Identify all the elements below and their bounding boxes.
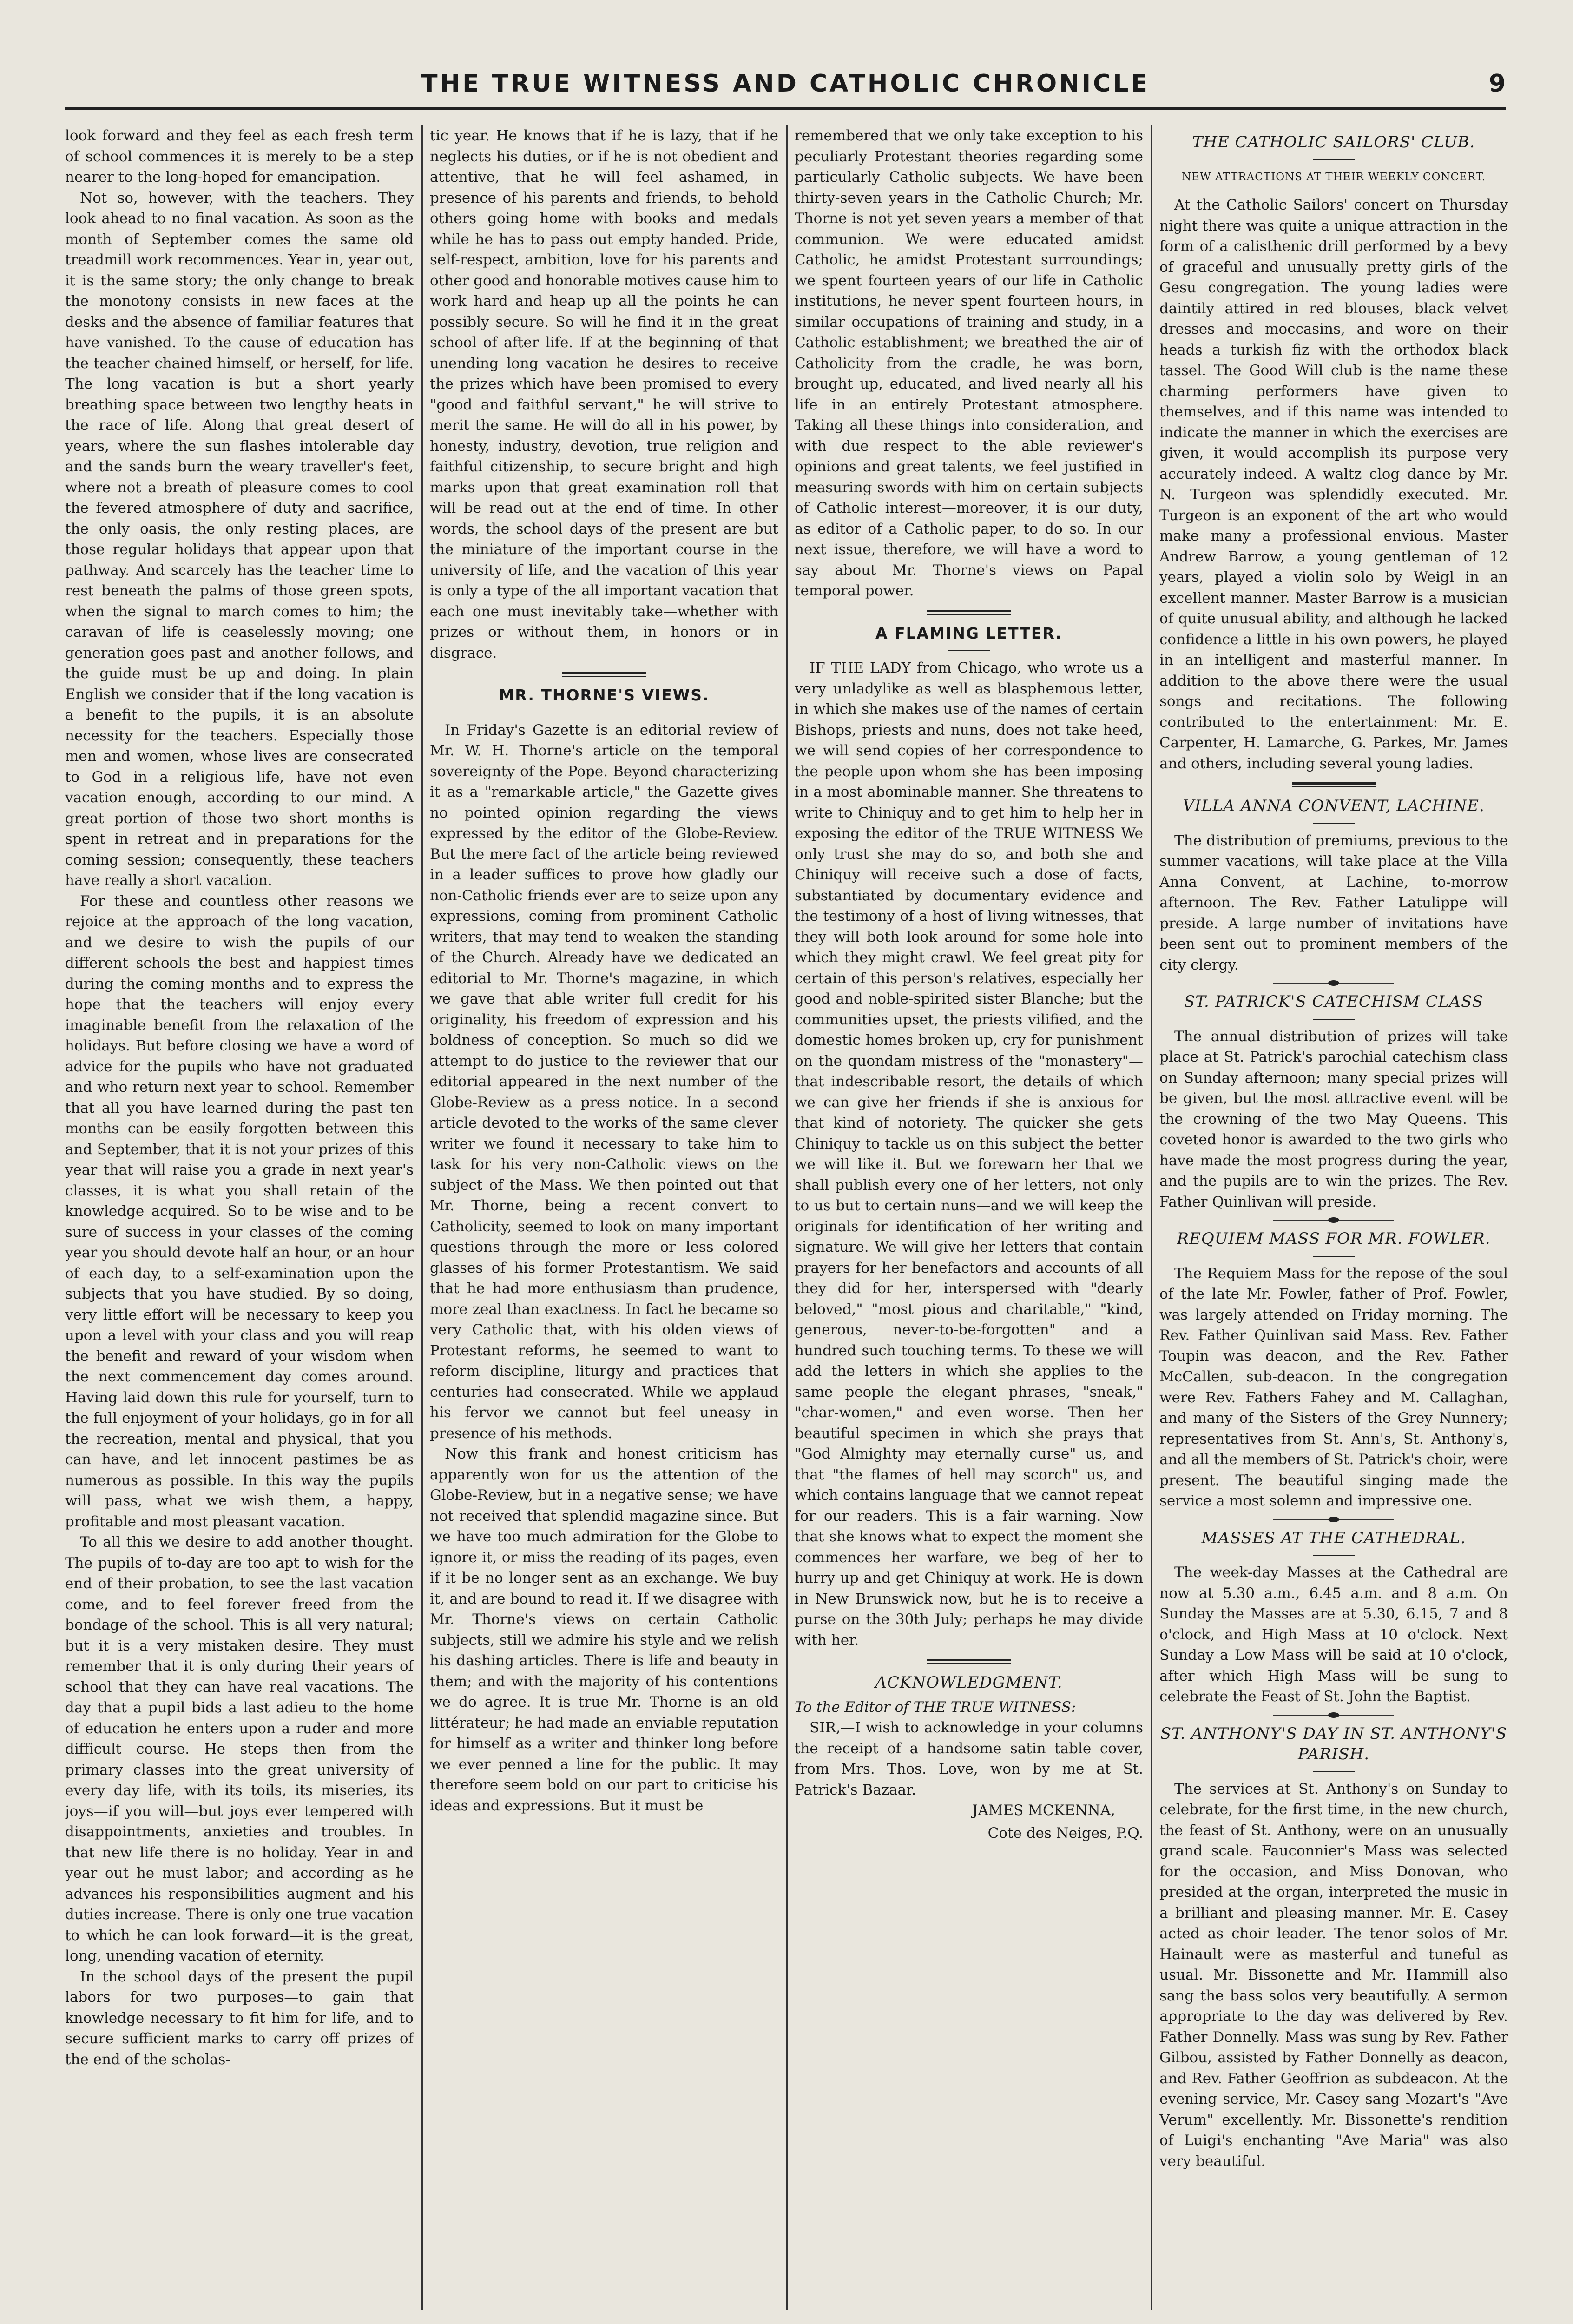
masthead-rule <box>65 107 1506 110</box>
paragraph: SIR,—I wish to acknowledge in your columns the receipt of a handsome satin table cover, from Mrs. Thos. Love, won by me at St. Patrick's Bazaar. <box>795 1719 1143 1798</box>
column-1 <box>65 125 414 2310</box>
salutation: To the Editor of THE TRUE WITNESS: <box>795 1698 1076 1716</box>
heading-rule <box>1159 1019 1508 1020</box>
article-heading: MR. THORNE'S VIEWS. <box>499 686 710 704</box>
article-heading: VILLA ANNA CONVENT, LACHINE. <box>1183 797 1485 815</box>
paragraph: remembered that we only take exception to his peculiarly Protestant theories regarding some particularly Catholic subjects. We have been thirty-seven years in the Catholic Church; Mr. Thorne is not yet seven years a member of that communion. We were educated amidst Catholic, he amidst Protestant surroundings; we spent fourteen years of our life in Catholic institutions, he never spent fourteen hours, in similar occupations of training and study, in a Catholic establishment; we breathed the air of Catholicity from the cradle, he was born, brought up, educated, and lived nearly all his life in an entirely Protestant atmosphere. Taking all these things into consideration, and with due respect to the able reviewer's opinions and great talents, we feel justified in measuring swords with him on certain subjects of Catholic interest—moreover, it is our duty, as editor of a Catholic paper, to do so. In our next issue, therefore, we will have a word to say about Mr. Thorne's views on Papal temporal power. <box>795 127 1143 599</box>
paragraph: The Requiem Mass for the repose of the soul of the late Mr. Fowler, father of Prof. Fowler, was largely attended on Friday morning. The Rev. Father Quinlivan said Mass. Rev. Father Toupin was deacon, and the Rev. Father McCallen, sub-deacon. In the congregation were Rev. Fathers Fahey and M. Callaghan, and many of the Sisters of the Grey Nunnery; representatives from St. Ann's, St. Anthony's, and all the members of St. Patrick's choir, were present. The beautiful singing made the service a most solemn and impressive one. <box>1159 1265 1508 1509</box>
paragraph: In Friday's Gazette is an editorial review of Mr. W. H. Thorne's article on the temporal sovereignty of the Pope. Beyond characterizing it as a "remarkable article," the Gazette gives no pointed opinion regarding the views expressed by the editor of the Globe-Review. But the mere fact of the article being reviewed in a leader suffices to prove how gladly our non-Catholic friends ever are to seize upon any expressions, coming from prominent Catholic writers, that may tend to weaken the standing of the Church. Already have we dedicated an editorial to Mr. Thorne's magazine, in which we gave that able writer full credit for his originality, his freedom of expression and his boldness of conception. So much so did we attempt to do justice to the reviewer that our editorial appeared in the next number of the Globe-Review as a press notice. In a second article devoted to the works of the same clever writer we found it necessary to take him to task for his very non-Catholic views on the subject of the Mass. We then pointed out that Mr. Thorne, being a recent convert to Catholicity, seemed to look on many important questions through the more or less colored glasses of his former Protestantism. We said that he had more enthusiasm than prudence, more zeal than exactness. In fact he became so very Catholic that, with his olden views of Protestant reforms, he seemed to want to reform discipline, liturgy and practices that centuries had consecrated. While we applaud his fervor we cannot but feel uneasy in presence of his methods. <box>430 721 778 1442</box>
heading-rule <box>795 650 1143 651</box>
paragraph: The distribution of premiums, previous to the summer vacations, will take place at the Villa Anna Convent, at Lachine, to-morrow afternoon. The Rev. Father Latulippe will preside. A large number of invitations have been sent out to prominent members of the city clergy. <box>1159 832 1508 973</box>
heading-rule <box>1159 159 1508 160</box>
paragraph: For these and countless other reasons we rejoice at the approach of the long vacation, and we desire to wish the pupils of our different schools the best and happiest times during the coming months and to express the hope that the teachers will enjoy every imaginable benefit from the relaxation of the holidays. But before closing we have a word of advice for the pupils who have not graduated and who return next year to school. Remember that all you have learned during the past ten months can be easily forgotten between this and September, that it is not your prizes of this year that will raise you a grade in next year's classes, it is what you shall retain of the knowledge acquired. So to be wise and to be sure of success in your classes of the coming year you should devote half an hour, or an hour of each day, to a self-examination upon the subjects that you have studied. By so doing, very little effort will be necessary to keep you upon a level with your class and you will reap the benefit and reward of your wisdom when the next commencement day comes around. Having laid down this rule for yourself, turn to the full enjoyment of your holidays, go in for all the recreation, mental and physical, that you can have, and let innocent pastimes be as numerous as possible. In this way the pupils will pass, what we wish them, a happy, profitable and most pleasant vacation. <box>65 892 414 1530</box>
masthead <box>65 70 1506 125</box>
section-separator <box>795 1659 1143 1664</box>
section-separator <box>430 672 778 677</box>
paragraph: In the school days of the present the pupil labors for two purposes—to gain that knowledge necessary to fit him for life, and to secure sufficient marks to carry off prizes of the end of the scholas- <box>65 1968 414 2068</box>
paragraph: At the Catholic Sailors' concert on Thursday night there was quite a unique attraction in the form of a calisthenic drill performed by a bevy of graceful and unusually pretty girls of the Gesu congregation. The young ladies were daintily attired in red blouses, black velvet dresses and moccasins, and wore on their heads a turkish fiz with the orthodox black tassel. The Good Will club is the name these charming performers have given to themselves, and if this name was intended to indicate the manner in which the exercises are given, it would accomplish its purpose very accurately indeed. A waltz clog dance by Mr. N. Turgeon was splendidly executed. Mr. Turgeon is an exponent of the art who would make many a professional envious. Master Andrew Barrow, a young gentleman of 12 years, played a violin solo by Weigl in an excellent manner. Master Barrow is a musician of quite unusual ability, and although he lacked confidence a little in his own powers, he played in an intelligent and masterful manner. In addition to the above there were the usual songs and recitations. The following contributed to the entertainment: Mr. E. Carpenter, H. Lamarche, G. Parkes, Mr. James and others, including several young ladies. <box>1159 197 1508 772</box>
paragraph: IF THE LADY from Chicago, who wrote us a very unladylike as well as blasphemous letter, in which she makes use of the names of certain Bishops, priests and nuns, does not take heed, we will send copies of her correspondence to the people upon whom she has been imposing in a most abominable manner. She threatens to write to Chiniquy and to get him to help her in exposing the editor of the TRUE WITNESS We only trust she may do so, and both she and Chiniquy will receive such a dose of facts, substantiated by documentary evidence and the testimony of a host of living witnesses, that they will both look around for some hole into which they might crawl. We feel great pity for certain of this person's relatives, especially her good and noble-spirited sister Blanche; but the communities upset, the priests vilified, and the domestic homes broken up, cry for punishment on the quondam mistress of the "monastery"—that indescribable resort, the details of which we can give her friends if she is anxious for that kind of notoriety. The quicker she gets Chiniquy to tackle us on this subject the better we will like it. But we forewarn her that we shall publish every one of her letters, not only to us but to certain nuns—and we will keep the originals for identification of her writing and signature. We will give her letters that contain prayers for her benefactors and accounts of all they did for her, interspersed with "dearly beloved," "most pious and charitable," "kind, generous, never-to-be-forgotten" and a hundred such touching terms. To these we will add the letters in which she applies to the same people the elegant phrases, "sneak," "char-women," and even worse. Then her beautiful specimen in which she prays that "God Almighty may eternally curse" us, and that "the flames of hell may scorch" us, and which contains language that we cannot repeat for our readers. This is a fair warning. Now that she knows what to expect the moment she commences her warfare, we beg of her to hurry up and get Chiniquy at work. He is down in New Brunswick now, but he is to receive a purse on the 30th July; perhaps he may divide with her. <box>795 660 1143 1649</box>
section-separator <box>1159 1519 1508 1520</box>
section-separator <box>1159 782 1508 787</box>
article-heading: ST. PATRICK'S CATECHISM CLASS <box>1184 992 1483 1011</box>
paragraph: The annual distribution of prizes will take place at St. Patrick's parochial catechism class on Sunday afternoon; many special prizes will be given, but the most attractive event will be the crowning of the two May Queens. This coveted honor is awarded to the two girls who have made the most progress during the year, and the pupils are to win the prizes. The Rev. Father Quinlivan will preside. <box>1159 1028 1508 1210</box>
paragraph: tic year. He knows that if he is lazy, that if he neglects his duties, or if he is not obedient and attentive, that he will feel ashamed, in presence of his parents and friends, to behold others going home with books and medals while he has to pass out empty handed. Pride, self-respect, ambition, love for his parents and other good and honorable motives cause him to work hard and heap up all the points he can possibly secure. So will he find it in the great school of after life. If at the beginning of that unending long vacation he desires to receive the prizes which have been promised to every "good and faithful servant," he will strive to merit the same. He will do all in his power, by honesty, industry, devotion, true religion and faithful citizenship, to secure bright and high marks upon that great examination roll that will be read out at the end of time. In other words, the school days of the present are but the miniature of the important course in the university of life, and the vacation of this year is only a type of the all important vacation that each one must inevitably take—whether with prizes or without them, in honors or in disgrace. <box>430 127 778 661</box>
newspaper-title: THE TRUE WITNESS AND CATHOLIC CHRONICLE <box>421 70 1150 98</box>
article-subheading: NEW ATTRACTIONS AT THEIR WEEKLY CONCERT. <box>1181 171 1486 183</box>
paragraph: The week-day Masses at the Cathedral are now at 5.30 a.m., 6.45 a.m. and 8 a.m. On Sunday the Masses are at 5.30, 6.15, 7 and 8 o'clock, and High Mass at 10 o'clock. Next Sunday a Low Mass will be said at 10 o'clock, after which High Mass will be sung to celebrate the Feast of St. John the Baptist. <box>1159 1564 1508 1705</box>
page-number: 9 <box>1488 70 1506 98</box>
paragraph: The services at St. Anthony's on Sunday to celebrate, for the first time, in the new church, the feast of St. Anthony, were on an unusually grand scale. Fauconnier's Mass was selected for the occasion, and Miss Donovan, who presided at the organ, interpreted the music in a brilliant and pleasing manner. Mr. E. Casey acted as choir leader. The tenor solos of Mr. Hainault were as masterful and tuneful as usual. Mr. Bissonette and Mr. Hammill also sang the bass solos very beautifully. A sermon appropriate to the day was delivered by Rev. Father Donnelly. Mass was sung by Rev. Father Gilbou, assisted by Father Donnelly as deacon, and Rev. Father Geoffrion as subdeacon. At the evening service, Mr. Casey sang Mozart's "Ave Verum" excellently. Mr. Bissonette's rendition of Luigi's enchanting "Ave Maria" was also very beautiful. <box>1159 1780 1508 2170</box>
section-separator <box>795 610 1143 615</box>
paragraph: look forward and they feel as each fresh term of school commences it is merely to be a step nearer to the long-hoped for emancipation. <box>65 127 414 185</box>
column-divider <box>421 125 423 2310</box>
heading-rule <box>1159 823 1508 824</box>
paragraph: Not so, however, with the teachers. They look ahead to no final vacation. As soon as the month of September comes the same old treadmill work recommences. Year in, year out, it is the same story; the only change to break the monotony consists in new faces at the desks and the absence of familiar features that have vanished. To the cause of education has the teacher chained himself, or herself, for life. The long vacation is but a short yearly breathing space between two lengthy heats in the race of life. Along that great desert of years, where the sun flashes intolerable day and the sands burn the weary traveller's feet, where not a breath of pleasure comes to cool the fevered atmosphere of duty and sacrifice, the only oasis, the only resting places, are those regular holidays that appear upon that pathway. And scarcely has the teacher time to rest beneath the palms of those green spots, when the signal to march comes to him; the caravan of life is ceaselessly moving; one generation goes past and another follows, and the guide must be up and doing. In plain English we consider that if the long vacation is a benefit to the pupils, it is an absolute necessity for the teachers. Especially those men and women, whose lives are consecrated to God in a religious life, have not even vacation enough, according to our mind. A great portion of those two short months is spent in retreat and in preparations for the coming session; consequently, these teachers have really a short vacation. <box>65 189 414 889</box>
article-heading: A FLAMING LETTER. <box>875 624 1062 642</box>
column-divider <box>1151 125 1152 2310</box>
section-separator <box>1159 1220 1508 1221</box>
article-heading: ACKNOWLEDGMENT. <box>875 1673 1063 1692</box>
newspaper-page <box>65 70 1506 2319</box>
heading-rule <box>1159 1771 1508 1772</box>
paragraph: Now this frank and honest criticism has apparently won for us the attention of the Globe-Review, but in a negative sense; we have not received that splendid magazine since. But we have too much admiration for the Globe to ignore it, or miss the reading of its pages, even if it be no longer sent as an exchange. We buy it, and are bound to read it. If we disagree with Mr. Thorne's views on certain Catholic subjects, still we admire his style and we relish his dashing articles. There is life and beauty in them; and with the majority of his contentions we do agree. It is true Mr. Thorne is an old littérateur; he had made an enviable reputation for himself as a writer and thinker long before we ever penned a line for the public. It may therefore seem bold on our part to criticise his ideas and expressions. But it must be <box>430 1446 778 1814</box>
column-3 <box>795 125 1143 2310</box>
article-heading: REQUIEM MASS FOR MR. FOWLER. <box>1177 1229 1491 1248</box>
article-heading: THE CATHOLIC SAILORS' CLUB. <box>1192 133 1475 152</box>
column-divider <box>786 125 788 2310</box>
article-heading: ST. ANTHONY'S DAY IN ST. ANTHONY'S PARISH. <box>1160 1724 1507 1763</box>
section-separator <box>1159 1715 1508 1716</box>
heading-rule <box>1159 1555 1508 1556</box>
column-4 <box>1159 125 1508 2310</box>
signature-name: JAMES MCKENNA, <box>972 1802 1115 1819</box>
article-heading: MASSES AT THE CATHEDRAL. <box>1201 1528 1466 1547</box>
signature-place: Cote des Neiges, P.Q. <box>987 1824 1143 1842</box>
paragraph: To all this we desire to add another thought. The pupils of to-day are too apt to wish for the end of their probation, to see the last vacation come, and to feel forever freed from the bondage of the school. This is all very natural; but it is a very mistaken desire. They must remember that it is only during their years of school that they can have real vacations. The day that a pupil bids a last adieu to the home of education he enters upon a ruder and more difficult course. He steps then from the primary classes into the great university of every day life, with its toils, its miseries, its joys—if you will—but joys ever tempered with disappointments, anxieties and troubles. In that new life there is no holiday. Year in and year out he must labor; and according as he advances his responsibilities augment and his duties increase. There is only one true vacation to which he can look forward—it is the great, long, unending vacation of eternity. <box>65 1534 414 1964</box>
section-separator <box>1159 983 1508 984</box>
heading-rule <box>1159 1256 1508 1257</box>
column-2 <box>430 125 778 2310</box>
